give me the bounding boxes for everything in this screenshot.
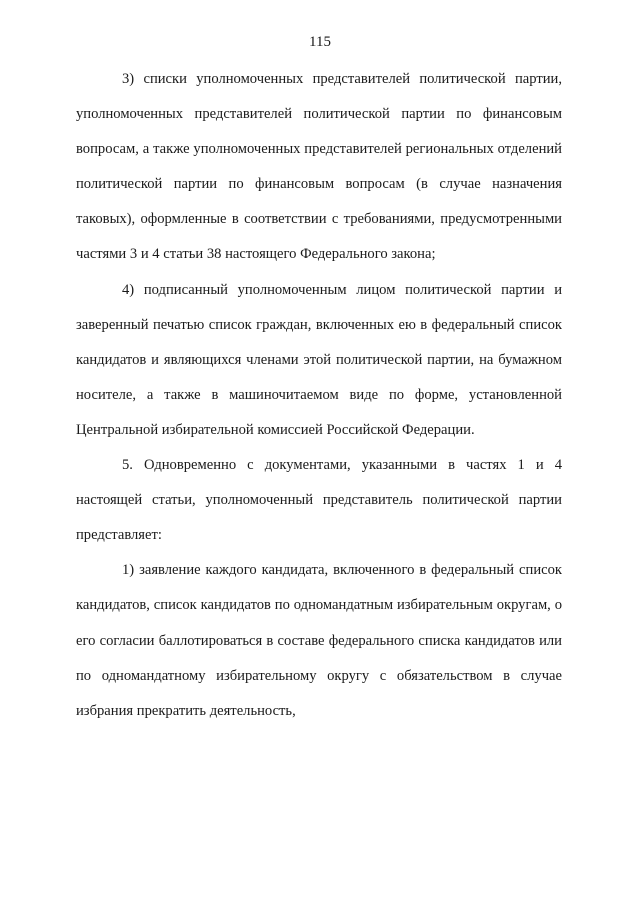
paragraph-item-3: 3) списки уполномоченных представителей политической партии, уполномоченных представителей политической партии по финансовым вопросам, а также уполномоченных представителей региональных отделений политической партии по финансовым вопросам (в случае назначения таковых), оформленные в соответствии с требованиями, предусмотренными частями 3 и 4 статьи 38 настоящего Федерального закона;	[76, 71, 562, 263]
paragraph-section-5: 5. Одновременно с документами, указанными в частях 1 и 4 настоящей статьи, уполномоченный представитель политической партии представляет:	[76, 457, 562, 544]
document-body	[76, 62, 562, 729]
page-number: 115	[309, 34, 331, 50]
paragraph-item-1: 1) заявление каждого кандидата, включенного в федеральный список кандидатов, список кандидатов по одномандатным избирательным округам, о его согласии баллотироваться в составе федерального списка кандидатов или по одномандатному избирательному округу с обязательством в случае избрания прекратить деятельность,	[76, 562, 562, 719]
paragraph-item-4: 4) подписанный уполномоченным лицом политической партии и заверенный печатью список граждан, включенных ею в федеральный список кандидатов и являющихся членами этой политической партии, на бумажном носителе, а также в машиночитаемом виде по форме, установленной Центральной избирательной комиссией Российской Федерации.	[76, 281, 562, 438]
